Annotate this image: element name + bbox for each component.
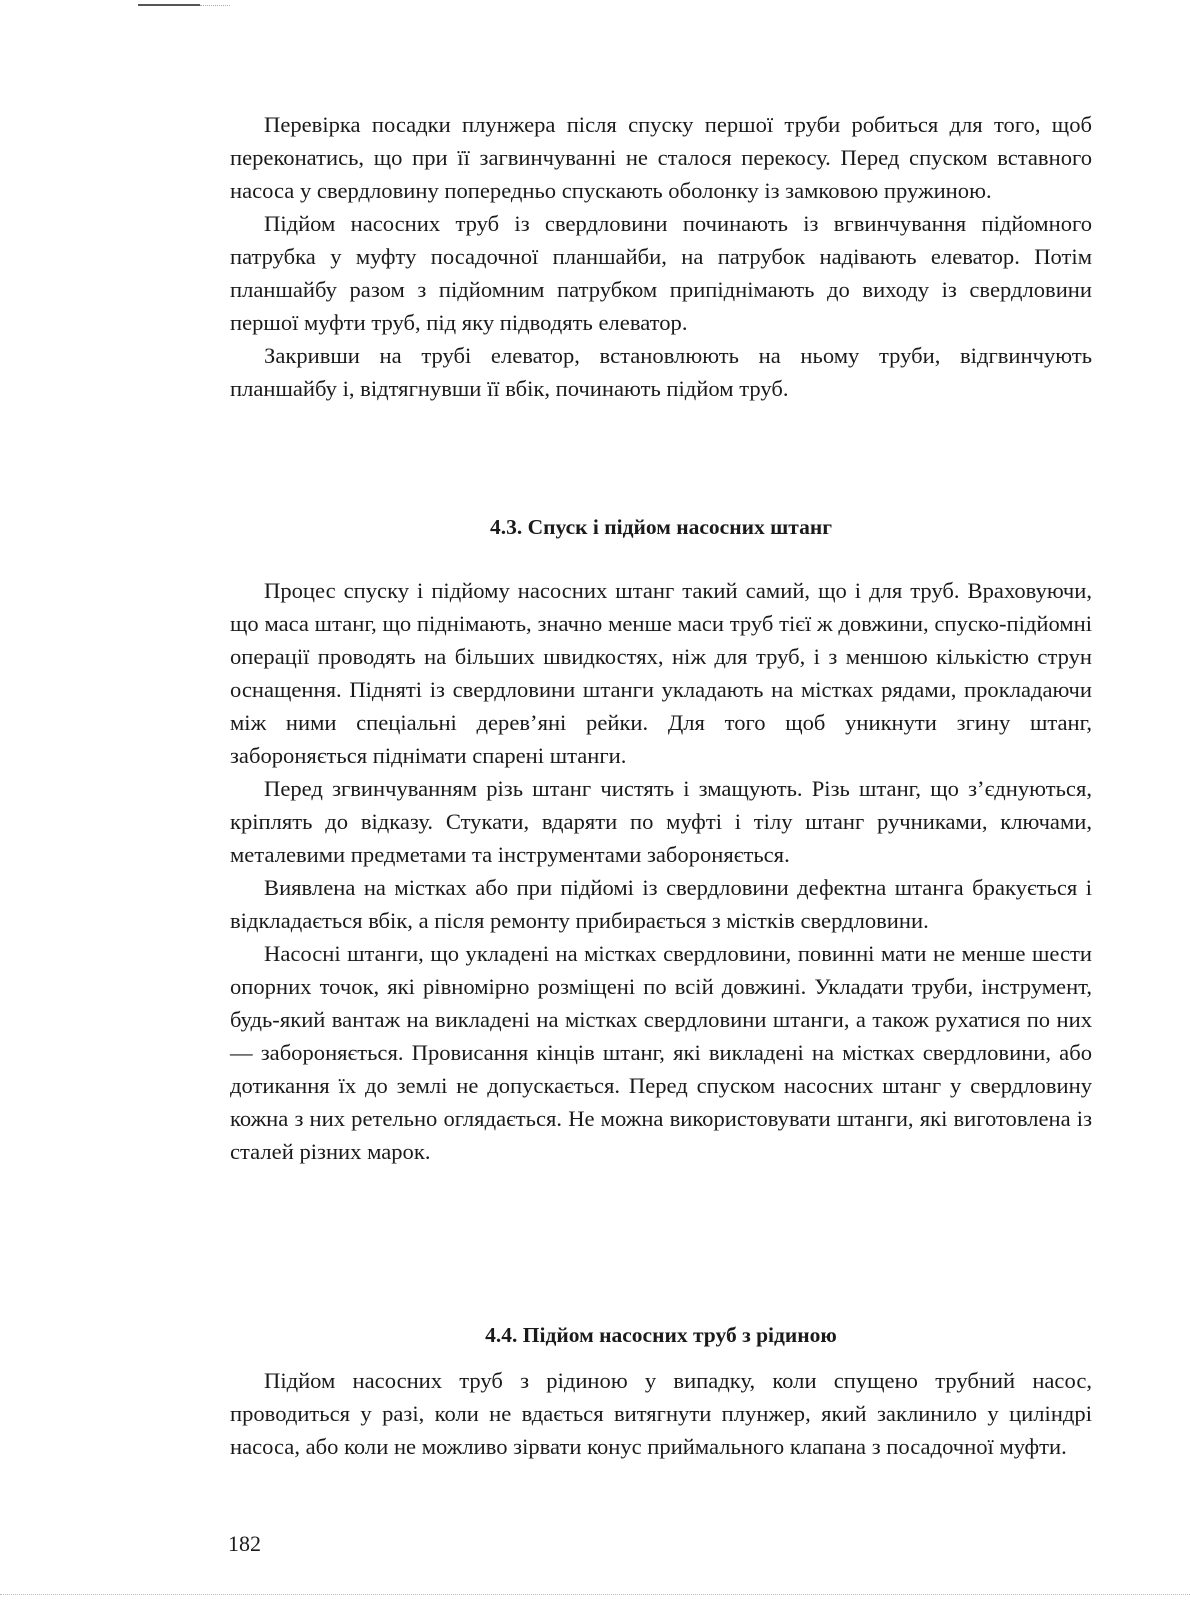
paragraph: Виявлена на містках або при підйомі із свердловини дефектна штанга бракується і відкладається вбік, а після ремонту прибирається з містків свердловини.	[230, 875, 1092, 933]
paragraph: Перед згвинчуванням різь штанг чистять і змащують. Різь штанг, що з’єднуються, кріплять до відказу. Стукати, вдаряти по муфті і тілу штанг ручниками, ключами, металевими предметами та інструментами забороняється.	[230, 776, 1092, 867]
scan-edge-rule	[138, 4, 200, 6]
paragraph: Підйом насосних труб з рідиною у випадку, коли спущено трубний насос, проводиться у разі, коли не вдається витягнути плунжер, який заклинило у циліндрі насоса, або коли не можливо зірвати конус приймального клапана з посадочної муфти.	[230, 1368, 1092, 1459]
paragraph: Закривши на трубі елеватор, встановлюють на ньому труби, відгвинчують планшайбу і, відтягнувши її вбік, починають підйом труб.	[230, 343, 1092, 401]
section-heading-4-4: 4.4. Підйом насосних труб з рідиною	[485, 1323, 837, 1347]
section-4-3-text	[230, 574, 1092, 1168]
scan-bottom-noise	[0, 1594, 1190, 1595]
paragraph: Насосні штанги, що укладені на містках свердловини, повинні мати не менше шести опорних точок, які рівномірно розміщені по всій довжині. Укладати труби, інструмент, будь-який вантаж на викладені на містках свердловини штанги, а також рухатися по них — забороняється. Провисання кінців штанг, які викладені на містках свердловини, або дотикання їх до землі не допускається. Перед спуском насосних штанг у свердловину кожна з них ретельно оглядається. Не можна використовувати штанги, які виготовлена із сталей різних марок.	[230, 941, 1092, 1164]
section-heading-4-3: 4.3. Спуск і підйом насосних штанг	[489, 515, 833, 539]
paragraph: Підйом насосних труб із свердловини починають із вгвинчування підйомного патрубка у муфту посадочної планшайби, на патрубок надівають елеватор. Потім планшайбу разом з підйомним патрубком припіднімають до виходу із свердловини першої муфти труб, під яку підводять елеватор.	[230, 211, 1092, 335]
section-4-4-text	[230, 1364, 1092, 1463]
scan-edge-rule-faint	[200, 5, 230, 6]
intro-text-block	[230, 108, 1092, 405]
page-number: 182	[228, 1531, 261, 1556]
paragraph: Перевірка посадки плунжера після спуску першої труби робиться для того, щоб переконатись, що при її загвинчуванні не сталося перекосу. Перед спуском вставного насоса у свердловину попередньо спускають оболонку із замковою пружиною.	[230, 112, 1092, 203]
paragraph: Процес спуску і підйому насосних штанг такий самий, що і для труб. Враховуючи, що маса штанг, що піднімають, значно менше маси труб тієї ж довжини, спуско-підйомні операції проводять на більших швидкостях, ніж для труб, і з меншою кількістю струн оснащення. Підняті із свердловини штанги укладають на містках рядами, прокладаючи між ними спеціальні дерев’яні рейки. Для того щоб уникнути згину штанг, забороняється піднімати спарені штанги.	[230, 578, 1092, 768]
